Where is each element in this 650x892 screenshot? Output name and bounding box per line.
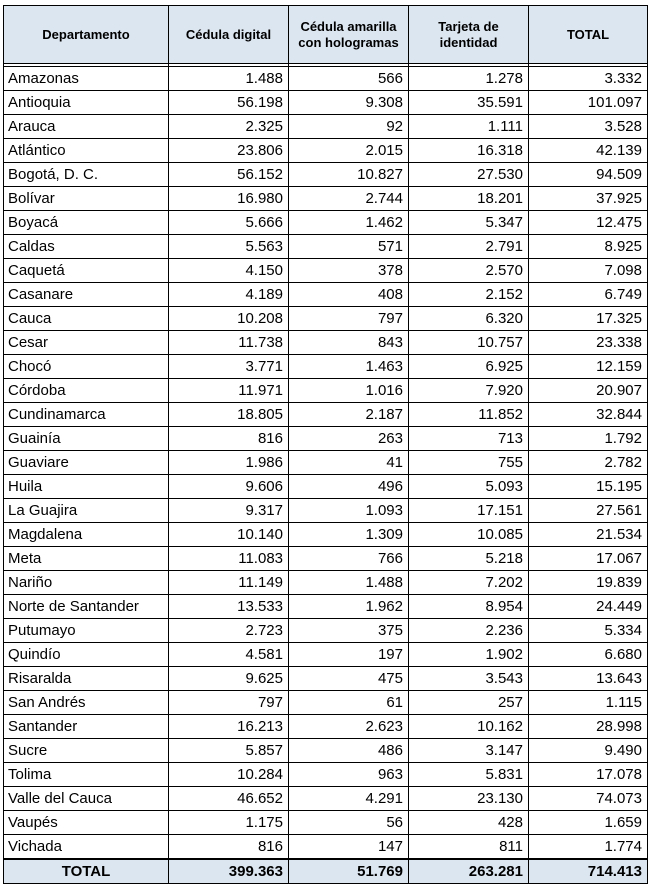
cedula-digital-cell: 46.652: [169, 787, 289, 811]
cedula-amarilla-cell: 41: [289, 451, 409, 475]
tarjeta-identidad-cell: 23.130: [409, 787, 529, 811]
total-total: 714.413: [529, 859, 648, 884]
departamento-cell: Tolima: [4, 763, 169, 787]
tarjeta-identidad-cell: 811: [409, 835, 529, 860]
cedula-amarilla-cell: 92: [289, 115, 409, 139]
cedula-amarilla-cell: 378: [289, 259, 409, 283]
cedula-amarilla-cell: 197: [289, 643, 409, 667]
cedula-amarilla-cell: 1.962: [289, 595, 409, 619]
table-row: [4, 835, 648, 860]
total-cell: 6.749: [529, 283, 648, 307]
cedula-digital-cell: 11.738: [169, 331, 289, 355]
table-row: [4, 91, 648, 115]
cedula-digital-cell: 56.198: [169, 91, 289, 115]
table-row: [4, 595, 648, 619]
departamento-cell: Meta: [4, 547, 169, 571]
departamento-cell: Santander: [4, 715, 169, 739]
cedula-digital-cell: 9.625: [169, 667, 289, 691]
cedula-amarilla-cell: 1.463: [289, 355, 409, 379]
cedula-amarilla-cell: 571: [289, 235, 409, 259]
departamento-cell: Magdalena: [4, 523, 169, 547]
departamento-cell: Caldas: [4, 235, 169, 259]
tarjeta-identidad-cell: 2.570: [409, 259, 529, 283]
tarjeta-identidad-cell: 5.831: [409, 763, 529, 787]
table-row: [4, 523, 648, 547]
cedula-digital-cell: 10.140: [169, 523, 289, 547]
cedula-amarilla-cell: 9.308: [289, 91, 409, 115]
cedula-amarilla-cell: 797: [289, 307, 409, 331]
cedula-amarilla-cell: 496: [289, 475, 409, 499]
total-cell: 24.449: [529, 595, 648, 619]
departamento-cell: Norte de Santander: [4, 595, 169, 619]
cedula-digital-cell: 23.806: [169, 139, 289, 163]
total-cell: 19.839: [529, 571, 648, 595]
tarjeta-identidad-cell: 5.218: [409, 547, 529, 571]
total-cell: 42.139: [529, 139, 648, 163]
header-tarjeta-identidad: Tarjeta de identidad: [409, 6, 529, 64]
cedula-amarilla-cell: 10.827: [289, 163, 409, 187]
total-cell: 3.332: [529, 67, 648, 91]
table-row: [4, 403, 648, 427]
cedula-digital-cell: 10.284: [169, 763, 289, 787]
total-cell: 101.097: [529, 91, 648, 115]
departamento-cell: Chocó: [4, 355, 169, 379]
cedula-amarilla-cell: 61: [289, 691, 409, 715]
table-row: [4, 115, 648, 139]
cedula-digital-cell: 2.723: [169, 619, 289, 643]
table-row: [4, 355, 648, 379]
table-footer: [4, 859, 648, 884]
cedula-digital-cell: 4.150: [169, 259, 289, 283]
tarjeta-identidad-cell: 6.925: [409, 355, 529, 379]
total-row: [4, 859, 648, 884]
total-cell: 12.159: [529, 355, 648, 379]
tarjeta-identidad-cell: 713: [409, 427, 529, 451]
header-departamento: Departamento: [4, 6, 169, 64]
cedula-amarilla-cell: 147: [289, 835, 409, 860]
total-cell: 94.509: [529, 163, 648, 187]
total-cell: 23.338: [529, 331, 648, 355]
departamento-cell: Casanare: [4, 283, 169, 307]
cedula-digital-cell: 4.189: [169, 283, 289, 307]
table-row: [4, 811, 648, 835]
tarjeta-identidad-cell: 18.201: [409, 187, 529, 211]
departamento-cell: Córdoba: [4, 379, 169, 403]
header-total: TOTAL: [529, 6, 648, 64]
tarjeta-identidad-cell: 1.111: [409, 115, 529, 139]
total-cell: 12.475: [529, 211, 648, 235]
table-row: [4, 163, 648, 187]
cedula-amarilla-cell: 2.015: [289, 139, 409, 163]
departamento-cell: Bolívar: [4, 187, 169, 211]
tarjeta-identidad-cell: 11.852: [409, 403, 529, 427]
cedula-amarilla-cell: 56: [289, 811, 409, 835]
tarjeta-identidad-cell: 35.591: [409, 91, 529, 115]
cedula-amarilla-cell: 2.744: [289, 187, 409, 211]
table-row: [4, 499, 648, 523]
total-cell: 7.098: [529, 259, 648, 283]
tarjeta-identidad-cell: 7.920: [409, 379, 529, 403]
total-cell: 15.195: [529, 475, 648, 499]
total-cell: 13.643: [529, 667, 648, 691]
departamento-cell: Cundinamarca: [4, 403, 169, 427]
cedula-digital-cell: 816: [169, 427, 289, 451]
cedula-digital-cell: 1.488: [169, 67, 289, 91]
departamento-cell: Antioquia: [4, 91, 169, 115]
tarjeta-identidad-cell: 7.202: [409, 571, 529, 595]
departamento-cell: San Andrés: [4, 691, 169, 715]
header-cedula-amarilla: Cédula amarilla con hologramas: [289, 6, 409, 64]
table-row: [4, 451, 648, 475]
departamento-cell: Quindío: [4, 643, 169, 667]
departamento-cell: Arauca: [4, 115, 169, 139]
cedula-digital-cell: 13.533: [169, 595, 289, 619]
cedula-digital-cell: 16.980: [169, 187, 289, 211]
table-row: [4, 211, 648, 235]
table-row: [4, 427, 648, 451]
cedula-digital-cell: 10.208: [169, 307, 289, 331]
departamento-cell: Vaupés: [4, 811, 169, 835]
table-row: [4, 691, 648, 715]
table-row: [4, 475, 648, 499]
cedula-amarilla-cell: 566: [289, 67, 409, 91]
cedula-digital-cell: 11.083: [169, 547, 289, 571]
departamento-cell: Bogotá, D. C.: [4, 163, 169, 187]
cedula-digital-cell: 9.606: [169, 475, 289, 499]
table-row: [4, 67, 648, 91]
tarjeta-identidad-cell: 428: [409, 811, 529, 835]
tarjeta-identidad-cell: 755: [409, 451, 529, 475]
cedula-digital-cell: 4.581: [169, 643, 289, 667]
total-cedula-digital: 399.363: [169, 859, 289, 884]
tarjeta-identidad-cell: 3.543: [409, 667, 529, 691]
departamento-cell: Huila: [4, 475, 169, 499]
cedula-amarilla-cell: 4.291: [289, 787, 409, 811]
cedula-digital-cell: 816: [169, 835, 289, 860]
departamento-cell: Atlántico: [4, 139, 169, 163]
cedula-digital-cell: 16.213: [169, 715, 289, 739]
table-row: [4, 619, 648, 643]
tarjeta-identidad-cell: 10.085: [409, 523, 529, 547]
table-row: [4, 187, 648, 211]
departamento-cell: Guaviare: [4, 451, 169, 475]
total-label: TOTAL: [4, 859, 169, 884]
departamento-cell: Caquetá: [4, 259, 169, 283]
total-cell: 9.490: [529, 739, 648, 763]
table-body: [4, 64, 648, 860]
total-cell: 20.907: [529, 379, 648, 403]
departamento-cell: Guainía: [4, 427, 169, 451]
cedula-digital-cell: 9.317: [169, 499, 289, 523]
tarjeta-identidad-cell: 10.757: [409, 331, 529, 355]
cedula-digital-cell: 1.986: [169, 451, 289, 475]
tarjeta-identidad-cell: 17.151: [409, 499, 529, 523]
total-cell: 2.782: [529, 451, 648, 475]
table-row: [4, 547, 648, 571]
tarjeta-identidad-cell: 257: [409, 691, 529, 715]
total-cell: 6.680: [529, 643, 648, 667]
table-row: [4, 763, 648, 787]
total-cell: 3.528: [529, 115, 648, 139]
data-table: [3, 5, 648, 884]
departamento-cell: Cesar: [4, 331, 169, 355]
total-cell: 27.561: [529, 499, 648, 523]
departamento-cell: Valle del Cauca: [4, 787, 169, 811]
tarjeta-identidad-cell: 3.147: [409, 739, 529, 763]
cedula-digital-cell: 797: [169, 691, 289, 715]
tarjeta-identidad-cell: 5.347: [409, 211, 529, 235]
table-row: [4, 571, 648, 595]
document-page: [3, 5, 648, 884]
table-row: [4, 331, 648, 355]
tarjeta-identidad-cell: 6.320: [409, 307, 529, 331]
total-cell: 17.067: [529, 547, 648, 571]
total-cell: 1.774: [529, 835, 648, 860]
table-row: [4, 259, 648, 283]
departamento-cell: Nariño: [4, 571, 169, 595]
cedula-amarilla-cell: 1.093: [289, 499, 409, 523]
tarjeta-identidad-cell: 10.162: [409, 715, 529, 739]
header-cedula-digital: Cédula digital: [169, 6, 289, 64]
table-row: [4, 715, 648, 739]
table-row: [4, 667, 648, 691]
cedula-digital-cell: 11.971: [169, 379, 289, 403]
tarjeta-identidad-cell: 16.318: [409, 139, 529, 163]
cedula-amarilla-cell: 475: [289, 667, 409, 691]
cedula-amarilla-cell: 408: [289, 283, 409, 307]
cedula-amarilla-cell: 2.623: [289, 715, 409, 739]
total-cell: 17.078: [529, 763, 648, 787]
cedula-digital-cell: 5.666: [169, 211, 289, 235]
cedula-amarilla-cell: 843: [289, 331, 409, 355]
cedula-amarilla-cell: 766: [289, 547, 409, 571]
cedula-digital-cell: 56.152: [169, 163, 289, 187]
departamento-cell: Risaralda: [4, 667, 169, 691]
tarjeta-identidad-cell: 2.236: [409, 619, 529, 643]
cedula-amarilla-cell: 375: [289, 619, 409, 643]
total-cell: 5.334: [529, 619, 648, 643]
tarjeta-identidad-cell: 2.152: [409, 283, 529, 307]
total-cell: 32.844: [529, 403, 648, 427]
cedula-amarilla-cell: 2.187: [289, 403, 409, 427]
departamento-cell: Amazonas: [4, 67, 169, 91]
departamento-cell: Cauca: [4, 307, 169, 331]
departamento-cell: La Guajira: [4, 499, 169, 523]
cedula-digital-cell: 3.771: [169, 355, 289, 379]
cedula-digital-cell: 1.175: [169, 811, 289, 835]
cedula-digital-cell: 18.805: [169, 403, 289, 427]
total-cell: 1.115: [529, 691, 648, 715]
total-cell: 74.073: [529, 787, 648, 811]
cedula-digital-cell: 2.325: [169, 115, 289, 139]
table-row: [4, 739, 648, 763]
tarjeta-identidad-cell: 27.530: [409, 163, 529, 187]
departamento-cell: Sucre: [4, 739, 169, 763]
table-row: [4, 379, 648, 403]
table-row: [4, 283, 648, 307]
tarjeta-identidad-cell: 5.093: [409, 475, 529, 499]
total-cell: 21.534: [529, 523, 648, 547]
departamento-cell: Vichada: [4, 835, 169, 860]
table-row: [4, 643, 648, 667]
cedula-amarilla-cell: 1.309: [289, 523, 409, 547]
total-tarjeta-identidad: 263.281: [409, 859, 529, 884]
cedula-digital-cell: 11.149: [169, 571, 289, 595]
total-cell: 17.325: [529, 307, 648, 331]
total-cell: 28.998: [529, 715, 648, 739]
tarjeta-identidad-cell: 1.902: [409, 643, 529, 667]
cedula-digital-cell: 5.563: [169, 235, 289, 259]
header-row: [4, 6, 648, 64]
cedula-amarilla-cell: 263: [289, 427, 409, 451]
cedula-amarilla-cell: 1.462: [289, 211, 409, 235]
cedula-amarilla-cell: 1.488: [289, 571, 409, 595]
table-row: [4, 787, 648, 811]
total-cell: 1.792: [529, 427, 648, 451]
tarjeta-identidad-cell: 1.278: [409, 67, 529, 91]
total-cell: 8.925: [529, 235, 648, 259]
departamento-cell: Putumayo: [4, 619, 169, 643]
table-row: [4, 139, 648, 163]
departamento-cell: Boyacá: [4, 211, 169, 235]
cedula-amarilla-cell: 1.016: [289, 379, 409, 403]
tarjeta-identidad-cell: 2.791: [409, 235, 529, 259]
cedula-amarilla-cell: 963: [289, 763, 409, 787]
table-row: [4, 307, 648, 331]
cedula-digital-cell: 5.857: [169, 739, 289, 763]
total-cedula-amarilla: 51.769: [289, 859, 409, 884]
total-cell: 1.659: [529, 811, 648, 835]
cedula-amarilla-cell: 486: [289, 739, 409, 763]
tarjeta-identidad-cell: 8.954: [409, 595, 529, 619]
table-header: [4, 6, 648, 64]
total-cell: 37.925: [529, 187, 648, 211]
table-row: [4, 235, 648, 259]
